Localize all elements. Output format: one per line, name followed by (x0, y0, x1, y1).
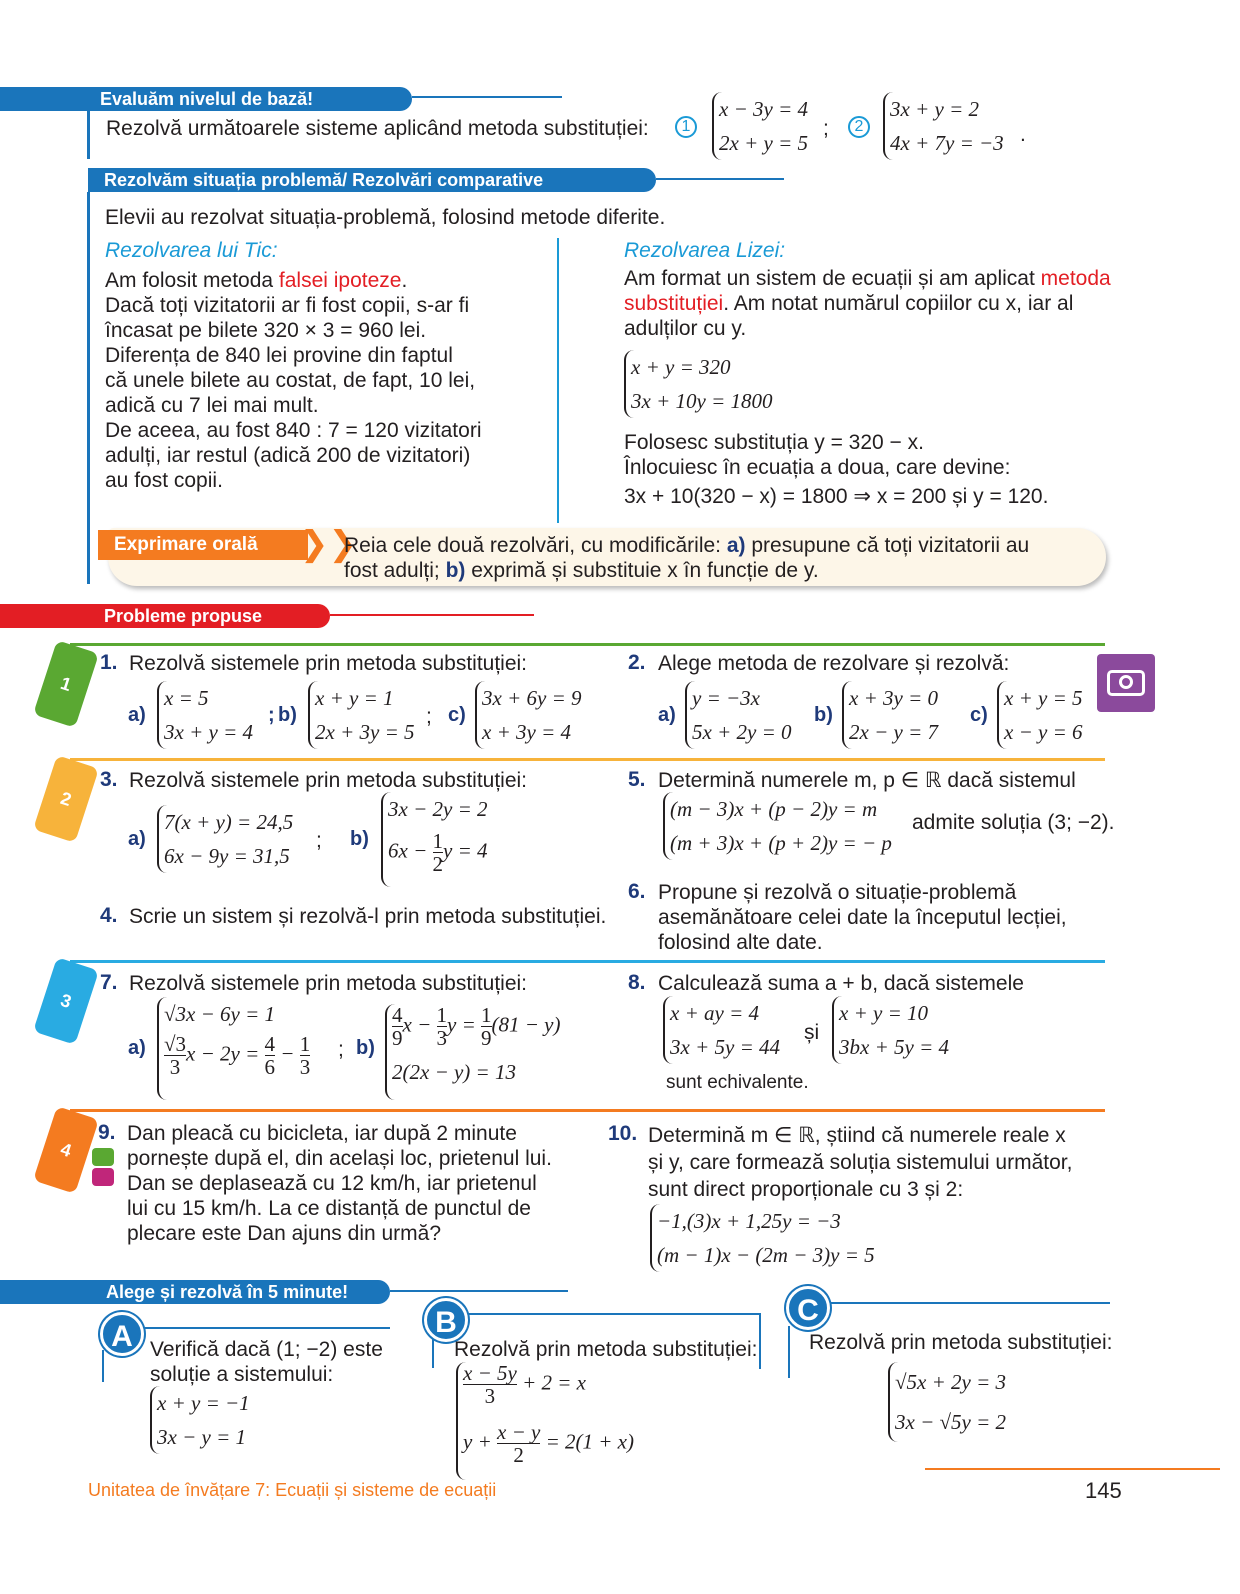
card-a-side (102, 1350, 104, 1382)
level-3-rule (70, 960, 1105, 963)
instruction-text: Rezolvă următoarele sisteme aplicând metoda substituției: (106, 117, 649, 140)
puzzle-icon (92, 1148, 116, 1186)
p8-system-1: x + ay = 4 3x + 5y = 44 (663, 996, 780, 1064)
crayon-level-4-icon: 4 (33, 1106, 99, 1194)
oral-label: Exprimare orală (98, 530, 308, 560)
p7-b-system: $\frac{4}{9}$ x − $\frac{1}{3}$ y = $\frac{1}{9}$ (81 − y) 2(2x − y) = 13 (385, 1004, 560, 1100)
section-title-evaluam: Evaluăm nivelul de bază! (0, 87, 412, 111)
card-c-system: √5x + 2y = 3 3x − √5y = 2 (888, 1362, 1006, 1442)
p5-tail: admite soluția (3; −2). (912, 811, 1115, 834)
problem-6-text: Propune și rezolvă o situație-problemă asemănătoare celei date la începutul lecției, folosind alte date. (658, 881, 1067, 954)
p7-b-label: b) (356, 1037, 375, 1059)
p2-a-system: y = −3x 5x + 2y = 0 (685, 681, 791, 749)
p3-a-system: 7(x + y) = 24,5 6x − 9y = 31,5 (157, 805, 293, 873)
problem-4-text: Scrie un sistem și rezolvă-l prin metoda substituției. (129, 905, 607, 928)
card-a-badge: A (100, 1312, 144, 1356)
page-number: 145 (1085, 1478, 1122, 1503)
footer-unit: Unitatea de învățare 7: Ecuații și sisteme de ecuații (88, 1480, 497, 1500)
p1-b-system: x + y = 1 2x + 3y = 5 (308, 681, 414, 749)
problem-7-number: 7. (100, 971, 118, 994)
tic-title: Rezolvarea lui Tic: (105, 239, 278, 262)
card-b-side (432, 1336, 434, 1368)
problem-1-number: 1. (100, 651, 118, 674)
p7-a-label: a) (128, 1037, 146, 1059)
level-1-rule (70, 643, 1105, 646)
problem-5-text: Determină numerele m, p ∈ ℝ dacă sistemul (658, 769, 1076, 792)
problem-1-text: Rezolvă sistemele prin metoda substituției: (129, 652, 528, 675)
card-b-rule (448, 1313, 760, 1315)
camera-icon[interactable] (1097, 654, 1155, 712)
section-rule (390, 1290, 568, 1292)
p3-b-label: b) (350, 828, 369, 850)
card-a-text: Verifică dacă (1; −2) este soluție a sistemului: (150, 1338, 383, 1386)
p2-b-label: b) (814, 704, 833, 726)
section-rule (656, 178, 784, 180)
problem-9-number: 9. (98, 1121, 116, 1144)
p2-c-label: c) (970, 704, 988, 726)
p1-c-system: 3x + 6y = 9 x + 3y = 4 (475, 681, 581, 749)
problem-4-number: 4. (100, 904, 118, 927)
card-b-badge: B (424, 1298, 468, 1342)
p1-a-label: a) (128, 704, 146, 726)
liza-title: Rezolvarea Lizei: (624, 239, 786, 262)
column-divider (557, 238, 559, 523)
card-c-rule (800, 1302, 1110, 1304)
marker-circle-2: 2 (848, 116, 870, 138)
problem-10-text: Determină m ∈ ℝ, știind că numerele reale x și y, care formează soluția sistemului următor, sunt direct proporționale cu 3 și 2: (648, 1124, 1073, 1201)
marker-circle-1: 1 (675, 116, 697, 138)
p5-system: (m − 3)x + (p − 2)y = m (m + 3)x + (p + 2)y = − p (663, 792, 892, 860)
footer-rule (925, 1468, 1220, 1470)
end-dot: . (1020, 123, 1026, 146)
system-1: x − 3y = 4 2x + y = 5 (712, 92, 808, 160)
p10-system: −1,(3)x + 1,25y = −3 (m − 1)x − (2m − 3)y = 5 (650, 1204, 875, 1272)
p1-a-system: x = 5 3x + y = 4 (157, 681, 253, 749)
problem-8-text: Calculează suma a + b, dacă sistemele (658, 972, 1024, 995)
card-b-side (759, 1313, 761, 1369)
semicolon: ; (338, 1038, 344, 1061)
level-2-rule (70, 758, 1105, 761)
oral-text: Reia cele două rezolvări, cu modificările: a) presupune că toți vizitatorii au fost adulți; b) exprimă și substituie x în funcție de y. (344, 534, 1030, 582)
section-title-probleme: Probleme propuse (0, 604, 330, 628)
p8-tail: sunt echivalente. (666, 1072, 809, 1093)
chevron-icon: ❯❯ (300, 525, 357, 563)
problem-8-number: 8. (628, 971, 646, 994)
card-a-rule (118, 1327, 390, 1329)
p2-b-system: x + 3y = 0 2x − y = 7 (842, 681, 938, 749)
card-a-system: x + y = −1 3x − y = 1 (150, 1386, 250, 1454)
problem-6-number: 6. (628, 880, 646, 903)
section-title-alege: Alege și rezolvă în 5 minute! (0, 1280, 390, 1304)
p2-a-label: a) (658, 704, 676, 726)
p2-c-system: x + y = 5 x − y = 6 (997, 681, 1082, 749)
p3-b-system: 3x − 2y = 2 6x − $\frac{1}{2}$ y = 4 (381, 792, 488, 887)
p7-a-system: √3x − 6y = 1 $\frac{√3}{3}$ x − 2y = $\frac{4}{6}$ − $\frac{1}{3}$ (157, 997, 310, 1100)
section-title-rezolvam: Rezolvăm situația problemă/ Rezolvări comparative (88, 168, 656, 192)
section-side-bar (87, 111, 90, 159)
problem-2-text: Alege metoda de rezolvare și rezolvă: (658, 652, 1010, 675)
p1-c-label: c) (448, 704, 466, 726)
problem-7-text: Rezolvă sistemele prin metoda substituției: (129, 972, 528, 995)
liza-text-2: Folosesc substituția y = 320 − x. Înlocuiesc în ecuația a doua, care devine: 3x + 10(320 − x) = 1800 ⇒ x = 200 și y = 120. (624, 431, 1049, 508)
card-b-system: $\frac{x - 5y}{3}$ + 2 = x y + $\frac{x - y}{2}$ = 2(1 + x) (456, 1362, 634, 1480)
p8-system-2: x + y = 10 3bx + 5y = 4 (832, 996, 949, 1064)
system-2: 3x + y = 2 4x + 7y = −3 (883, 92, 1004, 160)
separator: ; (823, 117, 829, 140)
problem-3-text: Rezolvă sistemele prin metoda substituției: (129, 769, 528, 792)
semicolon: ; (426, 705, 432, 728)
level-4-rule (70, 1109, 1105, 1112)
p8-and: și (804, 1021, 820, 1044)
problem-9-text: Dan pleacă cu bicicleta, iar după 2 minute pornește după el, din același loc, prietenul lui. Dan se deplasează cu 12 km/h, iar prietenul lui cu 15 km/h. La ce distanță de punctul de plecare este Dan ajuns din urmă? (127, 1122, 552, 1245)
p3-a-label: a) (128, 828, 146, 850)
p1-b-label: b) (278, 704, 297, 726)
liza-system: x + y = 320 3x + 10y = 1800 (624, 350, 772, 418)
card-b-text: Rezolvă prin metoda substituției: (454, 1338, 758, 1361)
section-side-bar (87, 192, 90, 584)
intro-text: Elevii au rezolvat situația-problemă, folosind metode diferite. (105, 206, 666, 229)
section-rule (330, 614, 534, 616)
problem-10-number: 10. (608, 1122, 638, 1145)
section-rule (412, 96, 562, 98)
semicolon: ; (316, 829, 322, 852)
card-c-side (788, 1326, 790, 1378)
liza-text: Am format un sistem de ecuații și am aplicat metoda substituției. Am notat numărul copiilor cu x, iar al adulților cu y. (624, 267, 1111, 340)
p1-b-label: ; (268, 704, 275, 726)
problem-3-number: 3. (100, 768, 118, 791)
problem-5-number: 5. (628, 768, 646, 791)
tic-text: Am folosit metoda falsei ipoteze. Dacă toți vizitatorii ar fi fost copii, s-ar fi încasat pe bilete 320 × 3 = 960 lei. Diferența de 840 lei provine din faptul că unele bilete au costat, de fapt, 10 lei, adică cu 7 lei mai mult. De aceea, au fost 840 : 7 = 120 vizitatori adulți, iar restul (adică 200 de vizitatori) au fost copii. (105, 269, 482, 492)
problem-2-number: 2. (628, 651, 646, 674)
card-c-text: Rezolvă prin metoda substituției: (809, 1331, 1113, 1354)
crayon-level-2-icon: 2 (33, 755, 99, 843)
crayon-level-3-icon: 3 (33, 957, 99, 1045)
crayon-level-1-icon: 1 (33, 640, 99, 728)
card-c-badge: C (786, 1286, 830, 1330)
